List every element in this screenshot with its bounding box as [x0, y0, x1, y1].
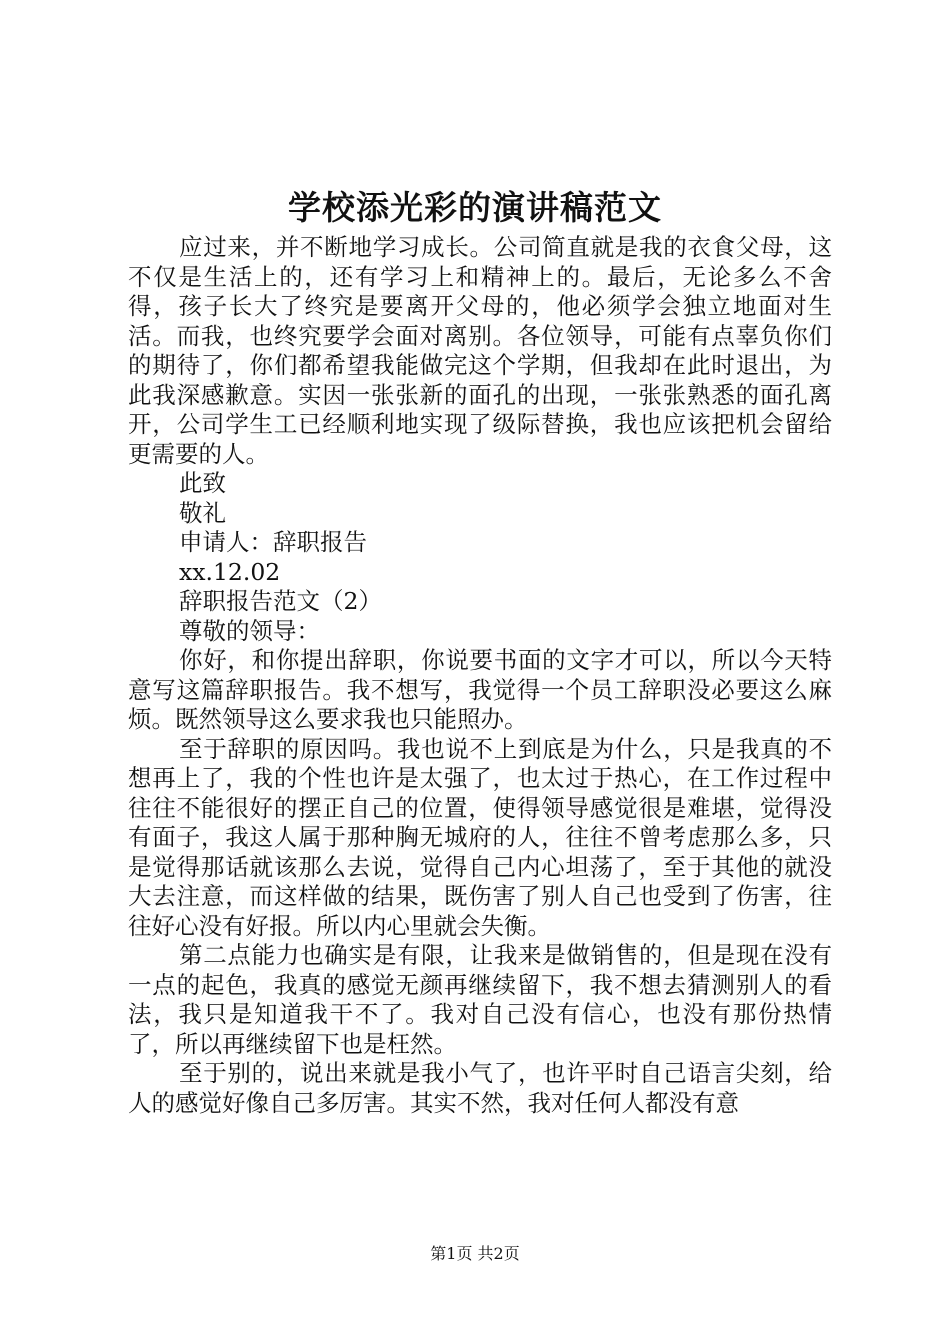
closing-line-2: 敬礼: [179, 498, 226, 527]
document-body: [128, 233, 832, 1118]
document-title: 学校添光彩的演讲稿范文: [288, 188, 662, 227]
paragraph-2: 你好，和你提出辞职，你说要书面的文字才可以，所以今天特意写这篇辞职报告。我不想写，我觉得一个员工辞职没必要这么麻烦。既然领导这么要求我也只能照办。: [128, 646, 832, 733]
section-title: 辞职报告范文（2）: [179, 587, 382, 615]
applicant-line: 申请人：辞职报告: [179, 528, 367, 556]
salutation: 尊敬的领导：: [179, 616, 320, 645]
paragraph-3: 至于辞职的原因吗。我也说不上到底是为什么，只是我真的不想再上了，我的个性也许是太强了，也太过于热心，在工作过程中往往不能很好的摆正自己的位置，使得领导感觉很是难堪，觉得没有面子，我这人属于那种胸无城府的人，往往不曾考虑那么多，只是觉得那话就该那么去说，觉得自己内心坦荡了，至于其他的就没大去注意，而这样做的结果，既伤害了别人自己也受到了伤害，往往好心没有好报。所以内心里就会失衡。: [128, 734, 832, 940]
paragraph-4: 第二点能力也确实是有限，让我来是做销售的，但是现在没有一点的起色，我真的感觉无颜再继续留下，我不想去猜测别人的看法，我只是知道我干不了。我对自己没有信心，也没有那份热情了，所以再继续留下也是枉然。: [128, 941, 832, 1058]
closing-line-1: 此致: [179, 469, 226, 497]
paragraph-1: 应过来，并不断地学习成长。公司简直就是我的衣食父母，这不仅是生活上的，还有学习上和精神上的。最后，无论多么不舍得，孩子长大了终究是要离开父母的，他必须学会独立地面对生活。而我，也终究要学会面对离别。各位领导，可能有点辜负你们的期待了，你们都希望我能做完这个学期，但我却在此时退出，为此我深感歉意。实因一张张新的面孔的出现，一张张熟悉的面孔离开，公司学生工已经顺利地实现了级际替换，我也应该把机会留给更需要的人。: [128, 233, 832, 468]
date-line: xx.12.02: [179, 557, 281, 586]
page-indicator: 第1页 共2页: [430, 1244, 520, 1263]
paragraph-5: 至于别的，说出来就是我小气了，也许平时自己语言尖刻，给人的感觉好像自己多厉害。其实不然，我对任何人都没有意: [128, 1059, 832, 1117]
